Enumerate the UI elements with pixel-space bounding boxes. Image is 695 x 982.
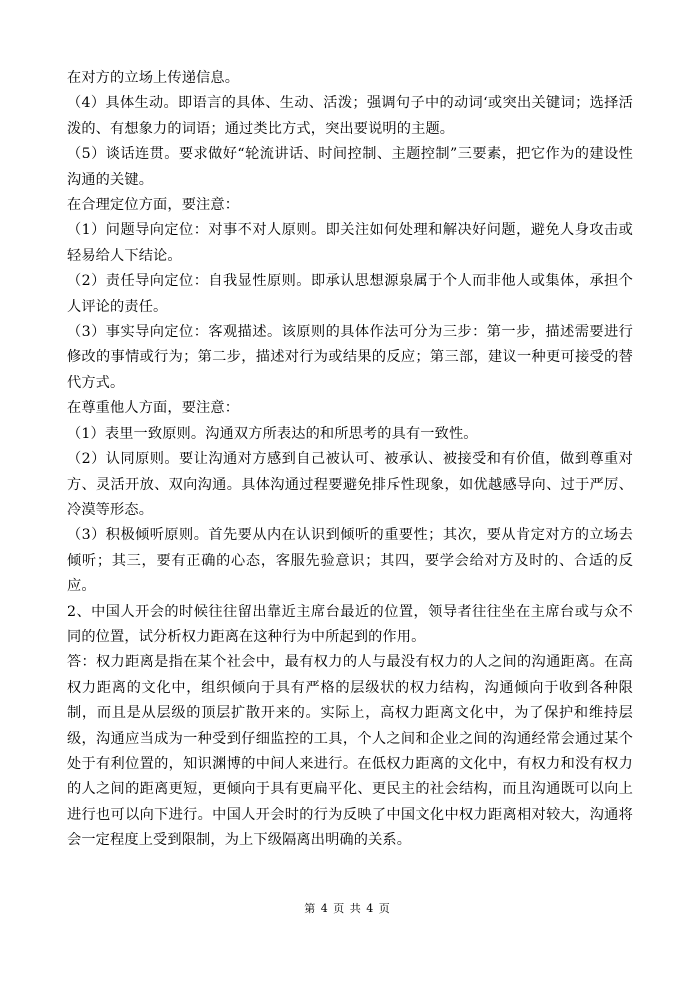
- paragraph: （2）认同原则。要让沟通对方感到自己被认可、被承认、被接受和有价值，做到尊重对方、灵活开放、双向沟通。具体沟通过程要避免排斥性现象，如优越感导向、过于严厉、冷漠等形态。: [67, 451, 633, 518]
- paragraph: （2）责任导向定位：自我显性原则。即承认思想源泉属于个人而非他人或集体，承担个人评论的责任。: [67, 273, 633, 315]
- paragraph: （4）具体生动。即语言的具体、生动、活泼；强调句子中的动词‘或突出关键词；选择活泼的、有想象力的词语；通过类比方式，突出要说明的主题。: [67, 95, 633, 137]
- paragraph: （1）表里一致原则。沟通双方所表达的和所思考的具有一致性。: [67, 425, 478, 442]
- paragraph: （3）积极倾听原则。首先要从内在认识到倾听的重要性；其次，要从肯定对方的立场去倾听；其三，要有正确的心态，客服先验意识；其四，要学会给对方及时的、合适的反应。: [67, 527, 633, 595]
- page-footer: 第 4 页 共 4 页: [304, 902, 391, 915]
- document-body: [67, 66, 633, 854]
- paragraph: 在对方的立场上传递信息。: [67, 70, 240, 86]
- section-heading: 在合理定位方面，要注意：: [67, 197, 240, 214]
- paragraph: （3）事实导向定位：客观描述。该原则的具体作法可分为三步：第一步，描述需要进行修改的事情或行为；第二步，描述对行为或结果的反应；第三部，建议一种更可接受的替代方式。: [67, 324, 633, 391]
- answer: 答：权力距离是指在某个社会中，最有权力的人与最没有权力的人之间的沟通距离。在高权力距离的文化中，组织倾向于具有严格的层级状的权力结构，沟通倾向于收到各种限制，而且是从层级的顶层扩散开来的。实际上，高权力距离文化中，为了保护和维持层级，沟通应当成为一种受到仔细监控的工具，个人之间和企业之间的沟通经常会通过某个处于有利位置的，知识渊博的中间人来进行。在低权力距离的文化中，有权力和没有权力的人之间的距离更短，更倾向于具有更扁平化、更民主的社会结构，而且沟通既可以向上进行也可以向下进行。中国人开会时的行为反映了中国文化中权力距离相对较大，沟通将会一定程度上受到限制，为上下级隔离出明确的关系。: [67, 654, 633, 849]
- paragraph: （1）问题导向定位：对事不对人原则。即关注如何处理和解决好问题，避免人身攻击或轻易给人下结论。: [67, 222, 633, 264]
- section-heading: 在尊重他人方面，要注意：: [67, 400, 240, 417]
- paragraph: （5）谈话连贯。要求做好“轮流讲话、时间控制、主题控制”三要素，把它作为的建设性沟通的关键。: [67, 146, 633, 188]
- question: 2、中国人开会的时候往往留出靠近主席台最近的位置，领导者往往坐在主席台或与众不同的位置，试分析权力距离在这种行为中所起到的作用。: [67, 603, 633, 645]
